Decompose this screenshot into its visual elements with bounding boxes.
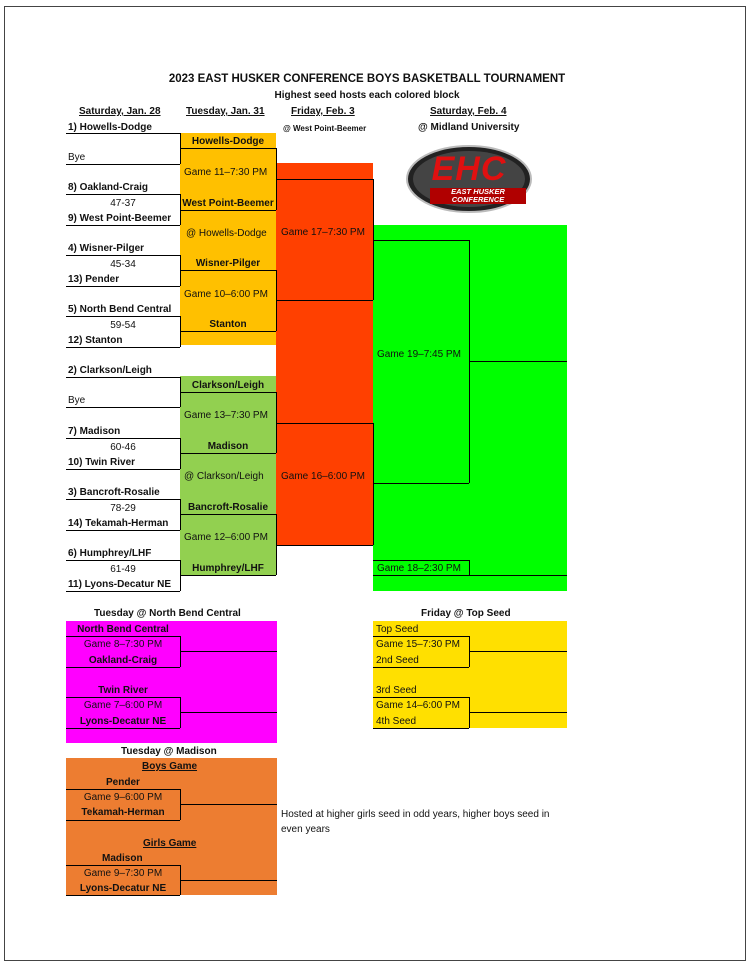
madison-header: Tuesday @ Madison [121, 746, 217, 757]
topseed-game-14: Game 14–6:00 PM [376, 700, 460, 711]
r2-game: Game 13–7:30 PM [184, 410, 268, 421]
topseed-seed: 3rd Seed [376, 685, 417, 696]
nbc-game-8: Game 8–7:30 PM [83, 639, 163, 650]
r2-team: Wisner-Pilger [195, 258, 261, 269]
r1-score: 45-34 [110, 259, 136, 270]
r1-team: 2) Clarkson/Leigh [68, 365, 152, 376]
r2-game: Game 10–6:00 PM [184, 289, 268, 300]
madison-game-9b: Game 9–7:30 PM [83, 868, 163, 879]
topseed-seed: Top Seed [376, 624, 419, 635]
r2-team: Bancroft-Rosalie [187, 502, 268, 513]
nbc-header: Tuesday @ North Bend Central [94, 608, 241, 619]
madison-team: Madison [102, 853, 143, 864]
r2-team: Madison [207, 441, 249, 452]
r1-team: 12) Stanton [68, 335, 123, 346]
final-block [373, 225, 567, 591]
boys-game-label: Boys Game [142, 761, 198, 772]
page-subtitle: Highest seed hosts each colored block [274, 90, 460, 101]
r1-score: 78-29 [110, 503, 136, 514]
r2-team: Howells-Dodge [191, 136, 265, 147]
sat-venue: @ Midland University [418, 122, 520, 133]
madison-team: Lyons-Decatur NE [79, 883, 167, 894]
nbc-team: Twin River [98, 685, 148, 696]
r1-team: 14) Tekamah-Herman [68, 518, 169, 529]
game-18: Game 18–2:30 PM [377, 563, 461, 574]
r1-team: 7) Madison [68, 426, 121, 437]
nbc-team: Oakland-Craig [88, 655, 158, 666]
r1-team: 8) Oakland-Craig [68, 182, 149, 193]
nbc-team: North Bend Central [77, 624, 169, 635]
r1-team: 13) Pender [68, 274, 120, 285]
col-header-tue-jan31: Tuesday, Jan. 31 [186, 106, 265, 117]
r2-team: Stanton [209, 319, 247, 330]
r2-venue: @ Howells-Dodge [186, 228, 267, 239]
r1-team: Bye [68, 152, 86, 163]
col-header-fri-feb3: Friday, Feb. 3 [291, 106, 355, 117]
r1-team: 1) Howells-Dodge [68, 122, 152, 133]
r2-venue: @ Clarkson/Leigh [184, 471, 264, 482]
r1-team: 4) Wisner-Pilger [68, 243, 145, 254]
madison-game-9a: Game 9–6:00 PM [83, 792, 163, 803]
r1-team: 5) North Bend Central [68, 304, 172, 315]
logo-line1: EAST HUSKER [430, 188, 526, 196]
r1-team: 10) Twin River [68, 457, 136, 468]
logo-letters: EHC [431, 150, 507, 188]
madison-team: Tekamah-Herman [81, 807, 165, 818]
semifinal-block [276, 163, 373, 545]
topseed-seed: 2nd Seed [376, 655, 419, 666]
semi-game-16: Game 16–6:00 PM [281, 471, 365, 482]
r2-team: Humphrey/LHF [192, 563, 264, 574]
fri-venue: @ West Point-Beemer [283, 124, 367, 133]
final-game-19: Game 19–7:45 PM [377, 349, 461, 360]
r2-game: Game 11–7:30 PM [184, 167, 268, 178]
col-header-sat-feb4: Saturday, Feb. 4 [430, 106, 507, 117]
semi-game-17: Game 17–7:30 PM [281, 227, 365, 238]
r1-team: 11) Lyons-Decatur NE [68, 579, 171, 590]
r2-team: Clarkson/Leigh [191, 380, 265, 391]
r1-score: 59-54 [110, 320, 136, 331]
r1-team: 3) Bancroft-Rosalie [68, 487, 160, 498]
r1-team: 6) Humphrey/LHF [68, 548, 152, 559]
r1-score: 61-49 [110, 564, 136, 575]
r1-team: 9) West Point-Beemer [68, 213, 172, 224]
r1-score: 47-37 [110, 198, 136, 209]
r1-team: Bye [68, 395, 86, 406]
logo-line2: CONFERENCE [430, 196, 526, 204]
hosting-note: Hosted at higher girls seed in odd years, higher boys seed in even years [281, 809, 550, 835]
r2-game: Game 12–6:00 PM [184, 532, 268, 543]
nbc-team: Lyons-Decatur NE [79, 716, 167, 727]
page-title: 2023 EAST HUSKER CONFERENCE BOYS BASKETBALL TOURNAMENT [168, 73, 566, 85]
madison-team: Pender [106, 777, 140, 788]
topseed-header: Friday @ Top Seed [421, 608, 511, 619]
col-header-sat-jan28: Saturday, Jan. 28 [79, 106, 161, 117]
nbc-game-7: Game 7–6:00 PM [83, 700, 163, 711]
girls-game-label: Girls Game [143, 838, 197, 849]
r1-score: 60-46 [110, 442, 136, 453]
topseed-game-15: Game 15–7:30 PM [376, 639, 460, 650]
topseed-seed: 4th Seed [376, 716, 417, 727]
r2-team: West Point-Beemer [182, 198, 274, 209]
